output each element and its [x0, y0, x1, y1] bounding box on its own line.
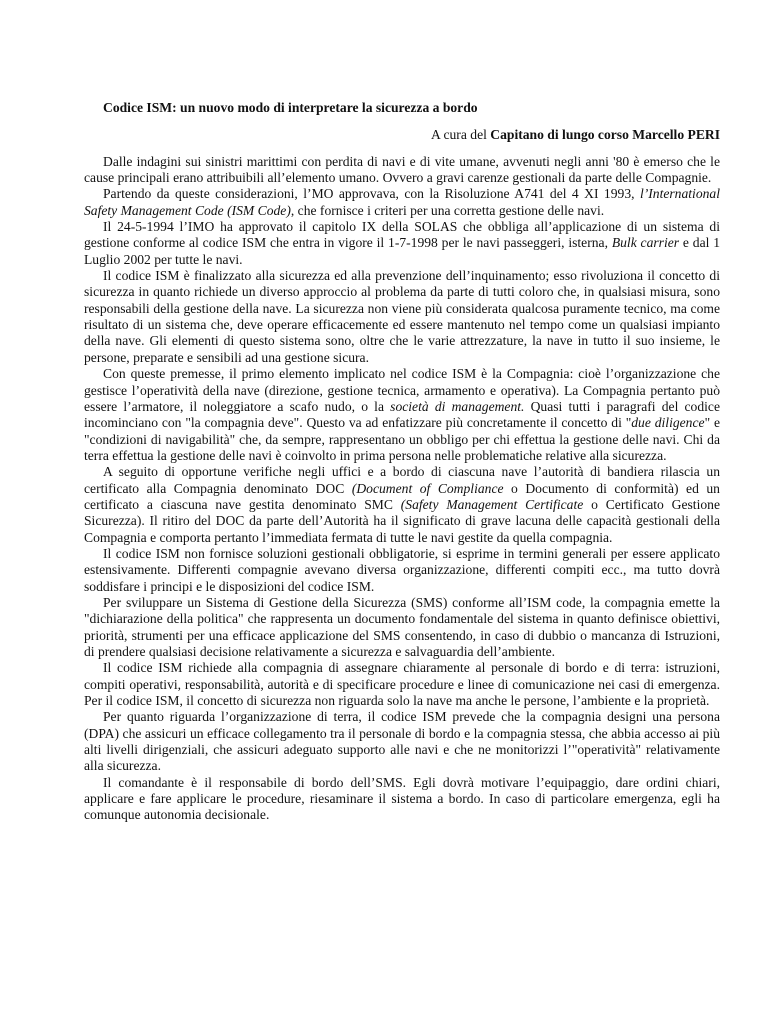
paragraph-3-text-c: e dal 1 Luglio 2002 per tutte le navi. — [84, 235, 721, 267]
paragraph-6-text-a: A seguito di opportune verifiche negli uffici e a bordo di ciascuna nave l’autorità di bandiera rilascia un certificato alla Compagnia denominato DOC — [84, 464, 720, 496]
paragraph-3-text-a: Il 24-5-1994 l’IMO ha approvato il capitolo IX della SOLAS che obbliga all’applicazione di un sistema di gestione conforme al codice ISM che entra in vigore il 1-7-1998 per le navi passeggeri, isterna, — [84, 219, 720, 251]
paragraph-2 — [84, 186, 720, 219]
paragraph-1: Dalle indagini sui sinistri marittimi con perdita di navi e di vite umane, avvenuti negli anni '80 è emerso che le cause principali erano attribuibili all’elemento umano. Ovvero a gravi carenze gestionali da parte delle Compagnie. — [84, 153, 720, 186]
paragraph-5-text-a: Con queste premesse, il primo elemento implicato nel codice ISM è la Compagnia: cioè l’organizzazione che gestisce l’operatività della nave (direzione, gestione tecnica, armamento e operativa). La Compagnia pertanto può essere l’armatore, il noleggiatore a scafo nudo, o la — [84, 366, 720, 414]
paragraph-4: Il codice ISM è finalizzato alla sicurezza ed alla prevenzione dell’inquinamento; esso rivoluziona il concetto di sicurezza in quanto richiede un diverso approccio al problema da parte di tutti coloro che, in qualsiasi misura, sono responsabili della gestione della nave. La sicurezza non viene più considerata qualcosa puramente tecnico, ma come risultato di un sistema che, deve operare efficacemente ed essere mantenuto nel tempo come un qualsiasi impianto della nave. Gli elementi di questo sistema sono, oltre che le varie attrezzature, la nave in tutto il suo insieme, le persone, preparate e sensibili ad una gestione sicura. — [84, 268, 720, 365]
paragraph-5 — [84, 366, 720, 464]
paragraph-6 — [84, 464, 720, 546]
byline-author: Capitano di lungo corso Marcello PERI — [490, 127, 720, 143]
paragraph-5-italic-b: società di management. — [390, 398, 525, 414]
paragraph-3-italic: Bulk carrier — [611, 235, 680, 251]
paragraph-2-italic: l’International Safety Management Code (ISM Code) — [84, 186, 720, 218]
paragraph-2-text-c: , che fornisce i criteri per una corretta gestione delle navi. — [290, 202, 605, 218]
paragraph-2-text-a: Partendo da queste considerazioni, l’MO approvava, con la Risoluzione A741 del 4 XI 1993, — [103, 186, 640, 202]
document-title: Codice ISM: un nuovo modo di interpretare la sicurezza a bordo — [103, 100, 478, 115]
paragraph-6-italic-b: (Document of Compliance — [351, 480, 504, 496]
paragraph-10: Per quanto riguarda l’organizzazione di terra, il codice ISM prevede che la compagnia designi una persona (DPA) che assicuri un efficace collegamento tra il personale di bordo e la compagnia stessa, che abbia accesso ai più alti livelli dirigenziali, che assicuri adeguato supporto alle navi e che ne monitorizzi l’"operatività" relativamente alla sicurezza. — [84, 709, 720, 774]
paragraph-7: Il codice ISM non fornisce soluzioni gestionali obbligatorie, si esprime in termini generali per essere applicato estensivamente. Differenti compagnie avevano diversa organizzazione, differenti compiti ecc., ma tutto dovrà soddisfare i principi e le disposizioni del codice ISM. — [84, 545, 720, 594]
paragraph-6-italic-d: (Safety Management Certificate — [400, 496, 584, 512]
paragraph-9: Il codice ISM richiede alla compagnia di assegnare chiaramente al personale di bordo e di terra: istruzioni, compiti operativi, responsabilità, autorità e di specificare procedure e linee di comunicazione nei casi di emergenza. Per il codice ISM, il concetto di sicurezza non riguarda solo la nave ma anche le persone, l’ambiente e la proprietà. — [84, 660, 720, 709]
paragraph-5-text-e: " e "condizioni di navigabilità" che, da sempre, rappresentano un obbligo per chi effettua la gestione delle navi. Chi da terra effettua la gestione delle navi è coinvolto in prima persona nelle problematiche relative alla sicurezza. — [84, 415, 720, 463]
paragraph-8: Per sviluppare un Sistema di Gestione della Sicurezza (SMS) conforme all’ISM code, la compagnia emette la "dichiarazione della politica" che rappresenta un documento fondamentale del sistema in quanto definisce obiettivi, priorità, strumenti per una efficace applicazione del SMS consentendo, in caso di dubbio o mancanza di Istruzioni, di prendere qualsiasi decisione relativamente a sicurezza e salvaguardia dell’ambiente. — [84, 594, 720, 659]
paragraph-11: Il comandante è il responsabile di bordo dell’SMS. Egli dovrà motivare l’equipaggio, dare ordini chiari, applicare e fare applicare le procedure, riesaminare il sistema a bordo. In caso di particolare emergenza, egli ha comunque autonomia decisionale. — [84, 774, 720, 823]
byline-prefix: A cura del — [431, 127, 491, 143]
byline — [84, 127, 720, 143]
paragraph-5-italic-d: due diligence — [631, 415, 705, 431]
paragraph-5-text-c: Quasi tutti i paragrafi del codice incominciano con "la compagnia deve". Questo va ad enfatizzare più concretamente il concetto di " — [84, 398, 720, 431]
document-page — [84, 100, 720, 824]
paragraph-6-text-c: o Documento di conformità) ed un certificato a ciascuna nave gestita denominato SMC — [84, 480, 720, 512]
paragraph-3 — [84, 219, 720, 268]
paragraph-6-text-e: o Certificato Gestione Sicurezza). Il ritiro del DOC da parte dell’Autorità ha il significato di grave lacuna delle capacità gestionali della Compagnia e comporta pertanto l’immediata fermata di tutte le navi gestite da quella compagnia. — [84, 496, 720, 545]
